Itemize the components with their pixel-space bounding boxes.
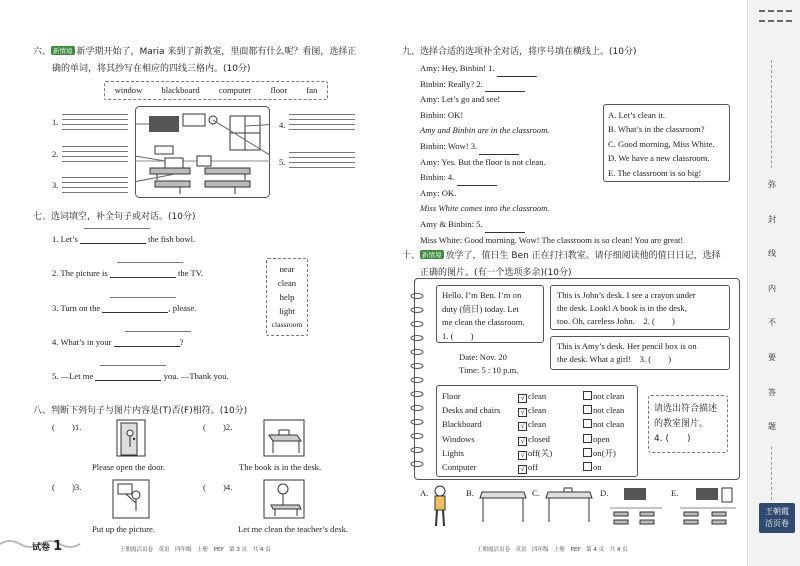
- q7-3: 3. Turn on the , please.: [52, 303, 197, 313]
- q8-3-num[interactable]: ( )3.: [52, 482, 82, 492]
- answer-blank[interactable]: [95, 380, 161, 381]
- checklist-item: Lights: [442, 447, 464, 458]
- footer-label: 试卷 1: [32, 539, 63, 554]
- checkbox-checked[interactable]: √: [518, 408, 527, 417]
- q8-caption: Put up the picture.: [92, 524, 156, 534]
- new-context-tag: 新情境: [53, 47, 73, 55]
- checklist-item: Desks and chairs: [442, 405, 501, 416]
- note-1: Hello, I’m Ben. I’m on duty (值日) today. Let me clean the classroom. 1. ( ): [436, 285, 544, 343]
- answer-blank[interactable]: [110, 277, 176, 278]
- q7-1: 1. Let’s the fish bowl.: [52, 234, 196, 244]
- q8-4-num[interactable]: ( )4.: [203, 482, 233, 492]
- q8-2-num[interactable]: ( )2.: [203, 422, 233, 432]
- checkbox-empty[interactable]: [583, 448, 592, 457]
- dialogue-line: Binbin: Wow! 3.: [420, 139, 683, 155]
- q7-4: 4. What’s in your ?: [52, 337, 184, 347]
- section-nine-title: 九、选择合适的选项补全对话，将序号填在横线上。(10分): [402, 47, 637, 57]
- checkbox-empty[interactable]: [583, 419, 592, 428]
- checklist-col1: √ clean √ clean √ clean √ closed √ off(关) √ off: [518, 389, 552, 474]
- blank-guide: [110, 297, 176, 298]
- right-footer: 王朝霞活页卷 英语 四年级 上册 PEP 第 4 页 共 4 页: [477, 547, 628, 553]
- checkbox-checked[interactable]: √: [518, 437, 527, 446]
- four-line-grid-5[interactable]: [289, 152, 355, 168]
- options-box: [603, 104, 730, 182]
- section-eight-title: 八、判断下列句子与图片内容是(T)否(F)相符。(10分): [33, 406, 248, 416]
- dialogue-line: Binbin: 4.: [420, 170, 683, 186]
- checkbox-checked[interactable]: √: [518, 422, 527, 431]
- dialogue-line: Amy: OK.: [420, 187, 457, 198]
- four-line-grid-4[interactable]: [289, 114, 355, 130]
- section-ten-instr: 正确的图片。(有一个选项多余)(10分): [420, 268, 572, 278]
- q8-caption: Let me clean the teacher’s desk.: [238, 524, 349, 534]
- q7-5: 5. —Let me you. —Thank you.: [52, 371, 229, 381]
- section-six-instr: 确的单词，将其抄写在相应的四线三格内。(10分): [52, 64, 251, 74]
- four-line-grid-1[interactable]: [62, 114, 128, 130]
- grid-num: 1.: [52, 117, 59, 127]
- answer-blank[interactable]: [457, 185, 497, 186]
- checkbox-empty[interactable]: [583, 391, 592, 400]
- classroom-illustration: [135, 106, 270, 198]
- section-six-title: 六、 新情境 新学期开始了，Maria 来到了新教室，里面都有什么呢？看图，选择正: [33, 47, 357, 57]
- checkbox-empty[interactable]: [583, 434, 592, 443]
- checkbox-checked[interactable]: √: [518, 451, 527, 460]
- four-line-grid-2[interactable]: [62, 146, 128, 162]
- grid-num: 2.: [52, 149, 59, 159]
- diary-datetime: Date: Nov. 20 Time: 5 : 10 p.m.: [459, 352, 519, 375]
- blank-guide: [125, 331, 191, 332]
- option-letter-a[interactable]: A.: [420, 488, 429, 498]
- section-seven-title: 七、选词填空，补全句子或对话。(10分): [33, 212, 196, 222]
- new-context-tag: 新情境: [422, 251, 442, 259]
- option: D. We have a new classroom.: [608, 153, 710, 164]
- dialogue-line: Amy: Yes. But the floor is not clean.: [420, 156, 546, 167]
- choice-box: [266, 258, 308, 336]
- note-2: This is John’s desk. I see a crayon under the desk. Look! A book is in the desk, too. Oh, careless John. 2. ( ): [550, 285, 730, 330]
- option-letter-b[interactable]: B.: [466, 488, 474, 498]
- word: fan: [306, 85, 318, 95]
- blank-guide: [84, 228, 150, 229]
- question-4-box: 请选出符合描述 的教室图片。 4. ( ): [648, 395, 728, 453]
- desk-option-b: [478, 486, 528, 526]
- word: blackboard: [161, 85, 200, 95]
- grid-num: 3.: [52, 180, 59, 190]
- option-letter-e[interactable]: E.: [671, 488, 679, 498]
- option-letter-c[interactable]: C.: [532, 488, 540, 498]
- picture-picture: [112, 479, 150, 519]
- notebook-rings: [409, 290, 425, 474]
- dialogue-line: Amy and Binbin are in the classroom.: [420, 125, 550, 136]
- desk-picture: [263, 419, 305, 457]
- answer-blank[interactable]: [114, 346, 180, 347]
- classroom-option-d: [610, 484, 662, 528]
- option: E. The classroom is so big!: [608, 167, 702, 178]
- dialogue-line: Miss White: Good morning. Wow! The classroom is so clean! You are great!: [420, 234, 684, 245]
- word: window: [114, 85, 143, 95]
- desk-option-c: [544, 486, 594, 526]
- choice-word: light: [279, 306, 295, 316]
- checklist-col2: not clean not clean not clean open on(开) on: [583, 389, 624, 474]
- gutter-ornament: [755, 8, 795, 32]
- checklist-item: Floor: [442, 391, 461, 401]
- dialogue-line: Binbin: OK!: [420, 109, 464, 120]
- q8-caption: The book is in the desk.: [239, 462, 322, 472]
- door-picture: [116, 419, 146, 457]
- dialogue-line: Binbin: Really? 2.: [420, 77, 683, 93]
- checkbox-checked[interactable]: √: [518, 394, 527, 403]
- checkbox-empty[interactable]: [583, 462, 592, 471]
- checkbox-empty[interactable]: [583, 405, 592, 414]
- dialogue-line: Amy: Hey, Binbin! 1.: [420, 61, 683, 77]
- word: floor: [270, 85, 288, 95]
- checklist-item: Computer: [442, 462, 477, 473]
- left-footer: 王朝霞活页卷 英语 四年级 上册 PEP 第 3 页 共 4 页: [120, 547, 271, 553]
- choice-word: help: [279, 292, 295, 302]
- dialogue-line: Amy & Binbin: 5.: [420, 217, 683, 233]
- option: C. Good morning, Miss White.: [608, 138, 715, 149]
- choice-word: clean: [277, 278, 297, 288]
- checklist-items: [442, 389, 500, 474]
- boy-picture: [430, 484, 450, 530]
- blank-guide: [100, 365, 166, 366]
- option: A. Let’s clean it.: [608, 110, 666, 120]
- dialogue-line: Amy: Let’s go and see!: [420, 94, 501, 105]
- choice-word: classroom: [271, 320, 303, 329]
- note-3: This is Amy’s desk. Her pencil box is on the desk. What a girl! 3. ( ): [550, 336, 730, 370]
- answer-blank[interactable]: [80, 243, 146, 244]
- brand-logo: 王朝霞 活页卷: [759, 503, 795, 533]
- q7-2: 2. The picture is the TV.: [52, 268, 203, 278]
- choice-word: near: [279, 264, 295, 274]
- q8-1-num[interactable]: ( )1.: [52, 422, 82, 432]
- word: computer: [218, 85, 252, 95]
- option: B. What’s in the classroom?: [608, 124, 705, 135]
- dialogue-line: Miss White comes into the classroom.: [420, 203, 550, 214]
- checklist-item: Windows: [442, 433, 475, 444]
- q8-caption: Please open the door.: [92, 462, 166, 472]
- grid-num: 4.: [279, 120, 286, 130]
- classroom-option-e: [680, 484, 736, 528]
- answer-blank[interactable]: [102, 312, 168, 313]
- checklist-item: Blackboard: [442, 419, 482, 430]
- grid-num: 5.: [279, 157, 286, 167]
- clean-desk-picture: [263, 479, 305, 519]
- seal-text: 弥 封 线 内 不 要 答 题: [766, 168, 778, 445]
- four-line-grid-3[interactable]: [62, 177, 128, 193]
- section-ten-title: 十、 新情境 放学了，值日生 Ben 正在打扫教室。请仔细阅读他的值日日记，选择: [402, 251, 721, 261]
- blank-guide: [117, 262, 183, 263]
- option-letter-d[interactable]: D.: [600, 488, 609, 498]
- word-box: [104, 81, 328, 100]
- checkbox-checked[interactable]: √: [518, 465, 527, 474]
